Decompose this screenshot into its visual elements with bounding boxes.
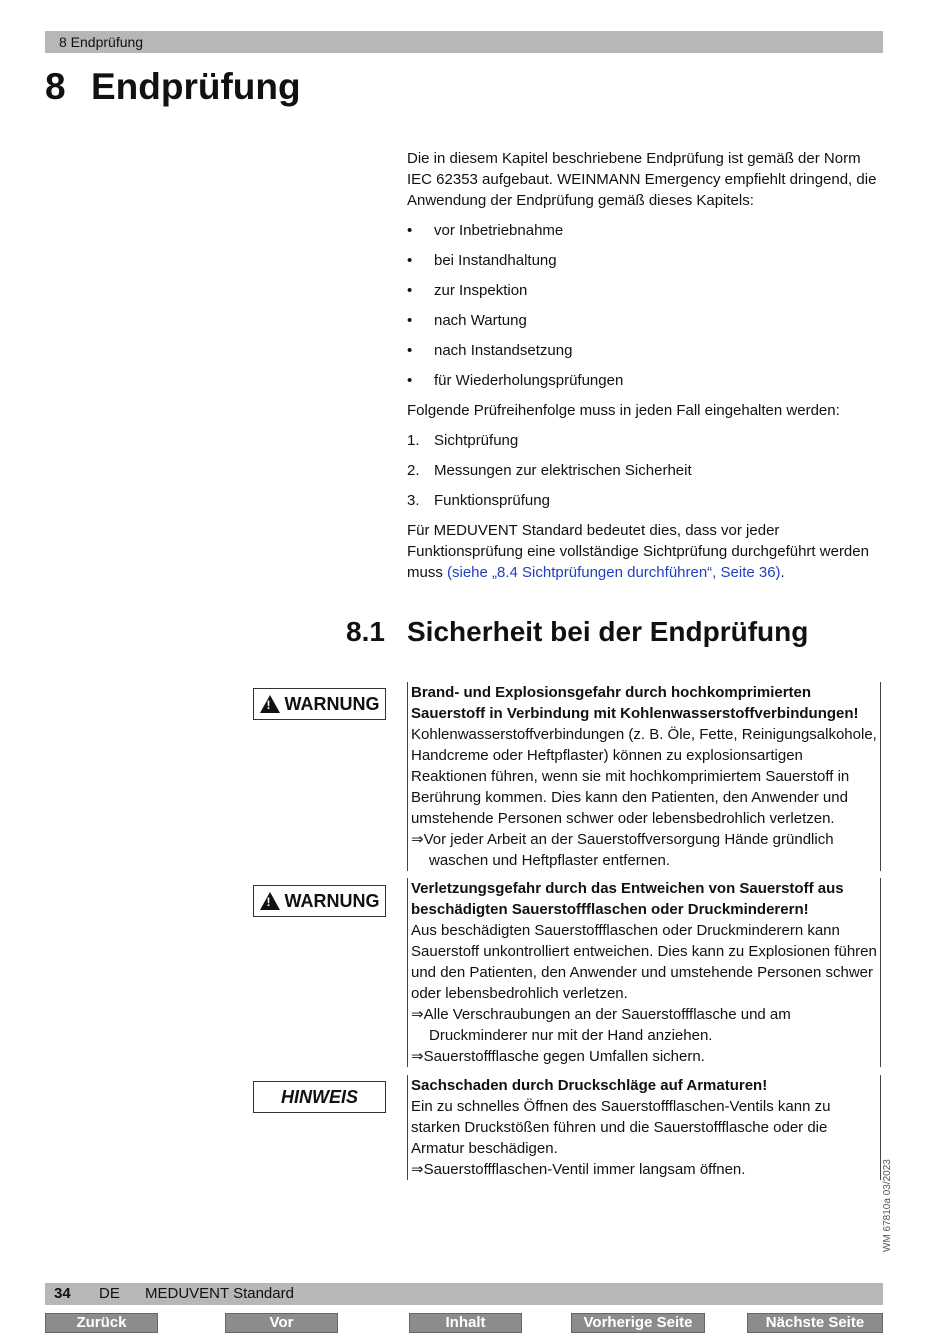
step-number: 1. (407, 432, 420, 449)
section-title (346, 616, 808, 648)
warning-badge (253, 688, 386, 720)
intro-paragraph-1: Die in diesem Kapitel beschriebene Endprüfung ist gemäß der Norm IEC 62353 aufgebaut. WEINMANN Emergency empfiehlt dringend, die Anwendung der Endprüfung gemäß dieses Kapitels: (407, 150, 877, 209)
step-number: 3. (407, 492, 420, 509)
step-text: Messungen zur elektrischen Sicherheit (434, 462, 692, 479)
action-text: Sauerstoffflasche gegen Umfallen sichern. (423, 1048, 705, 1065)
notice-body: Aus beschädigten Sauerstoffflaschen oder Druckminderern kann Sauerstoff unkontrolliert entweichen. Dies kann zu Explosionen führen und den Patienten, den Anwender und umstehende Personen schwer oder lebensbedrohlich verletzen. (411, 922, 877, 1002)
list-item (407, 310, 885, 331)
back-button[interactable]: Zurück (45, 1313, 158, 1333)
next-page-button[interactable]: Nächste Seite (747, 1313, 883, 1333)
step-text: Sichtprüfung (434, 432, 519, 449)
list-item-text: zur Inspektion (434, 282, 528, 299)
arrow-icon: ⇒ (411, 831, 424, 848)
contents-button[interactable]: Inhalt (409, 1313, 522, 1333)
hinweis-notice (407, 1075, 881, 1180)
notice-body: Kohlenwasserstoffverbindungen (z. B. Öle, Fette, Reinigungsalkohole, Handcreme oder Heftpflaster) können zu explosionsartigen Reaktionen führen, wenn sie mit hochkomprimiertem Sauerstoff in Berührung kommen. Dies kann den Patienten, den Anwender und umstehende Personen schwer oder lebensbedrohlich verletzen. (411, 726, 877, 827)
list-item (407, 370, 885, 391)
running-header (45, 31, 883, 53)
arrow-icon: ⇒ (411, 1161, 424, 1178)
arrow-icon: ⇒ (411, 1048, 424, 1065)
list-item (407, 340, 885, 361)
step-number: 2. (407, 462, 420, 479)
warning-triangle-icon (260, 695, 280, 713)
previous-page-button[interactable]: Vorherige Seite (571, 1313, 705, 1333)
notice-action (411, 829, 880, 871)
chapter-title (45, 66, 301, 108)
notice-heading: Verletzungsgefahr durch das Entweichen von Sauerstoff aus beschädigten Sauerstoffflaschen oder Druckminderern! (411, 880, 844, 918)
list-item (407, 220, 885, 241)
warning-notice (407, 878, 881, 1067)
intro-paragraph-3 (407, 520, 885, 583)
language-code: DE (99, 1285, 120, 1302)
list-item (407, 250, 885, 271)
list-item-text: nach Instandsetzung (434, 342, 573, 359)
section-number: 8.1 (346, 616, 385, 647)
section-title-text: Sicherheit bei der Endprüfung (407, 616, 809, 647)
list-item (407, 460, 885, 481)
chapter-title-text: Endprüfung (91, 66, 301, 107)
badge-label: WARNUNG (284, 890, 380, 911)
list-item (407, 280, 885, 301)
running-title: 8 Endprüfung (59, 34, 144, 50)
bullet-mark: • (407, 312, 413, 329)
paragraph-text: Für MEDUVENT Standard bedeutet dies, dass vor jeder Funktionsprüfung eine vollständige Sichtprüfung durchgeführt werden muss (407, 522, 869, 581)
list-item-text: nach Wartung (434, 312, 527, 329)
bullet-mark: • (407, 372, 413, 389)
intro-text (407, 148, 885, 592)
badge-label: WARNUNG (284, 693, 380, 714)
arrow-icon: ⇒ (411, 1006, 424, 1023)
badge-label: HINWEIS (280, 1086, 358, 1107)
action-text: Sauerstoffflaschen-Ventil immer langsam öffnen. (423, 1161, 746, 1178)
bullet-mark: • (407, 222, 413, 239)
bullet-list (407, 220, 885, 391)
notice-action (411, 1004, 880, 1046)
hinweis-badge (253, 1081, 386, 1113)
step-text: Funktionsprüfung (434, 492, 550, 509)
paragraph-end: . (780, 564, 785, 581)
notice-heading: Sachschaden durch Druckschläge auf Armaturen! (411, 1077, 768, 1094)
list-item-text: bei Instandhaltung (434, 252, 557, 269)
warning-triangle-icon (260, 892, 280, 910)
chapter-number: 8 (45, 66, 66, 107)
bullet-mark: • (407, 252, 413, 269)
warning-badge (253, 885, 386, 917)
step-list (407, 430, 885, 511)
document-code: WM 67810a 03/2023 (882, 1159, 893, 1252)
list-item (407, 430, 885, 451)
notice-body: Ein zu schnelles Öffnen des Sauerstoffflaschen-Ventils kann zu starken Druckstößen führen und die Sauerstoffflasche oder die Armatur beschädigen. (411, 1098, 831, 1157)
action-text: Alle Verschraubungen an der Sauerstoffflasche und am Druckminderer nur mit der Hand anziehen. (423, 1006, 791, 1044)
notice-heading: Brand- und Explosionsgefahr durch hochkomprimierten Sauerstoff in Verbindung mit Kohlenwasserstoffverbindungen! (411, 684, 859, 722)
list-item-text: vor Inbetriebnahme (434, 222, 564, 239)
page-number: 34 (54, 1285, 71, 1302)
bullet-mark: • (407, 342, 413, 359)
action-text: Vor jeder Arbeit an der Sauerstoffversorgung Hände gründlich waschen und Heftpflaster entfernen. (423, 831, 834, 869)
list-item-text: für Wiederholungsprüfungen (434, 372, 624, 389)
page-footer (45, 1283, 883, 1305)
product-name: MEDUVENT Standard (145, 1285, 294, 1302)
warning-notice (407, 682, 881, 871)
forward-button[interactable]: Vor (225, 1313, 338, 1333)
list-item (407, 490, 885, 511)
notice-action (411, 1046, 880, 1067)
bullet-mark: • (407, 282, 413, 299)
notice-action (411, 1159, 880, 1180)
cross-reference-link[interactable]: (siehe „8.4 Sichtprüfungen durchführen“, Seite 36) (447, 564, 781, 581)
intro-paragraph-2: Folgende Prüfreihenfolge muss in jeden Fall eingehalten werden: (407, 402, 840, 419)
